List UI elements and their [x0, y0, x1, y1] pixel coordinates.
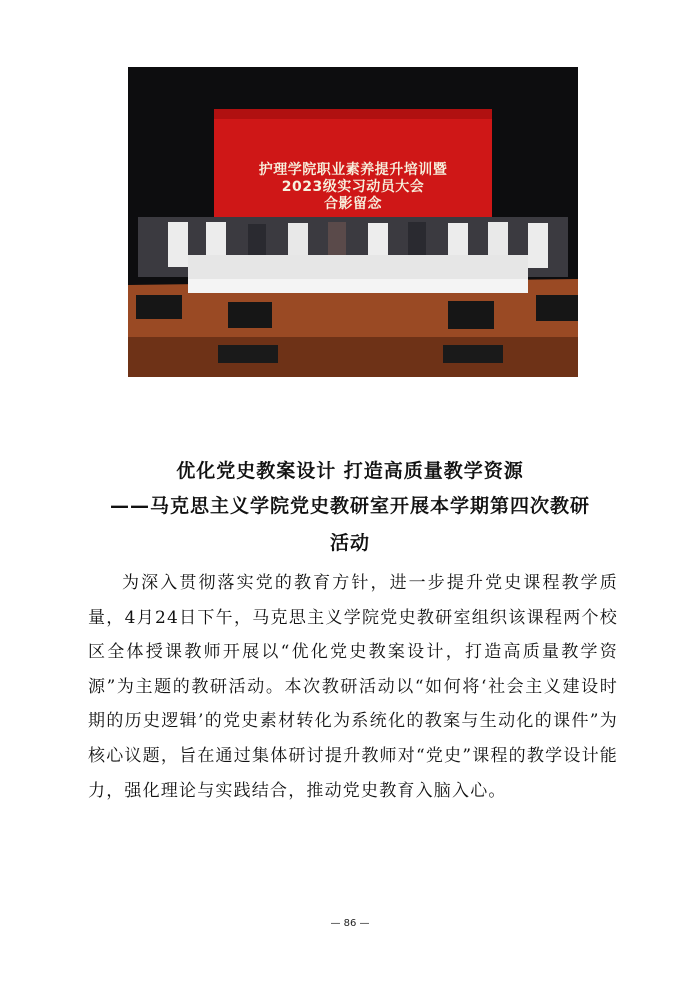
speaker	[448, 301, 494, 329]
speaker	[536, 295, 578, 321]
photo-scene	[128, 67, 578, 377]
group-photo	[128, 67, 578, 377]
banner-line-2: 2023级实习动员大会	[281, 179, 425, 195]
page-number: — 86 —	[330, 918, 370, 929]
article-subtitle-continued: 活动	[329, 532, 370, 554]
speaker	[136, 295, 182, 319]
article-title: 优化党史教案设计 打造高质量教学资源	[176, 460, 524, 482]
speaker	[228, 302, 272, 328]
people-front-row	[188, 255, 528, 293]
article-subtitle: ——马克思主义学院党史教研室开展本学期第四次教研	[109, 495, 590, 517]
banner-line-1: 护理学院职业素养提升培训暨	[258, 162, 448, 178]
banner-line-3: 合影留念	[324, 196, 382, 212]
body-paragraph: 为深入贯彻落实党的教育方针，进一步提升党史课程教学质量，4月24日下午，马克思主义学院党史教研室组织该课程两个校区全体授课教师开展以“优化党史教案设计，打造高质量教学资源”为主题的教研活动。本次教研活动以“如何将‘社会主义建设时期的历史逻辑’的党史素材转化为系统化的教案与生动化的课件”为核心议题，旨在通过集体研讨提升教师对“党史”课程的教学设计能力，强化理论与实践结合，推动党史教育入脑入心。	[88, 573, 618, 801]
